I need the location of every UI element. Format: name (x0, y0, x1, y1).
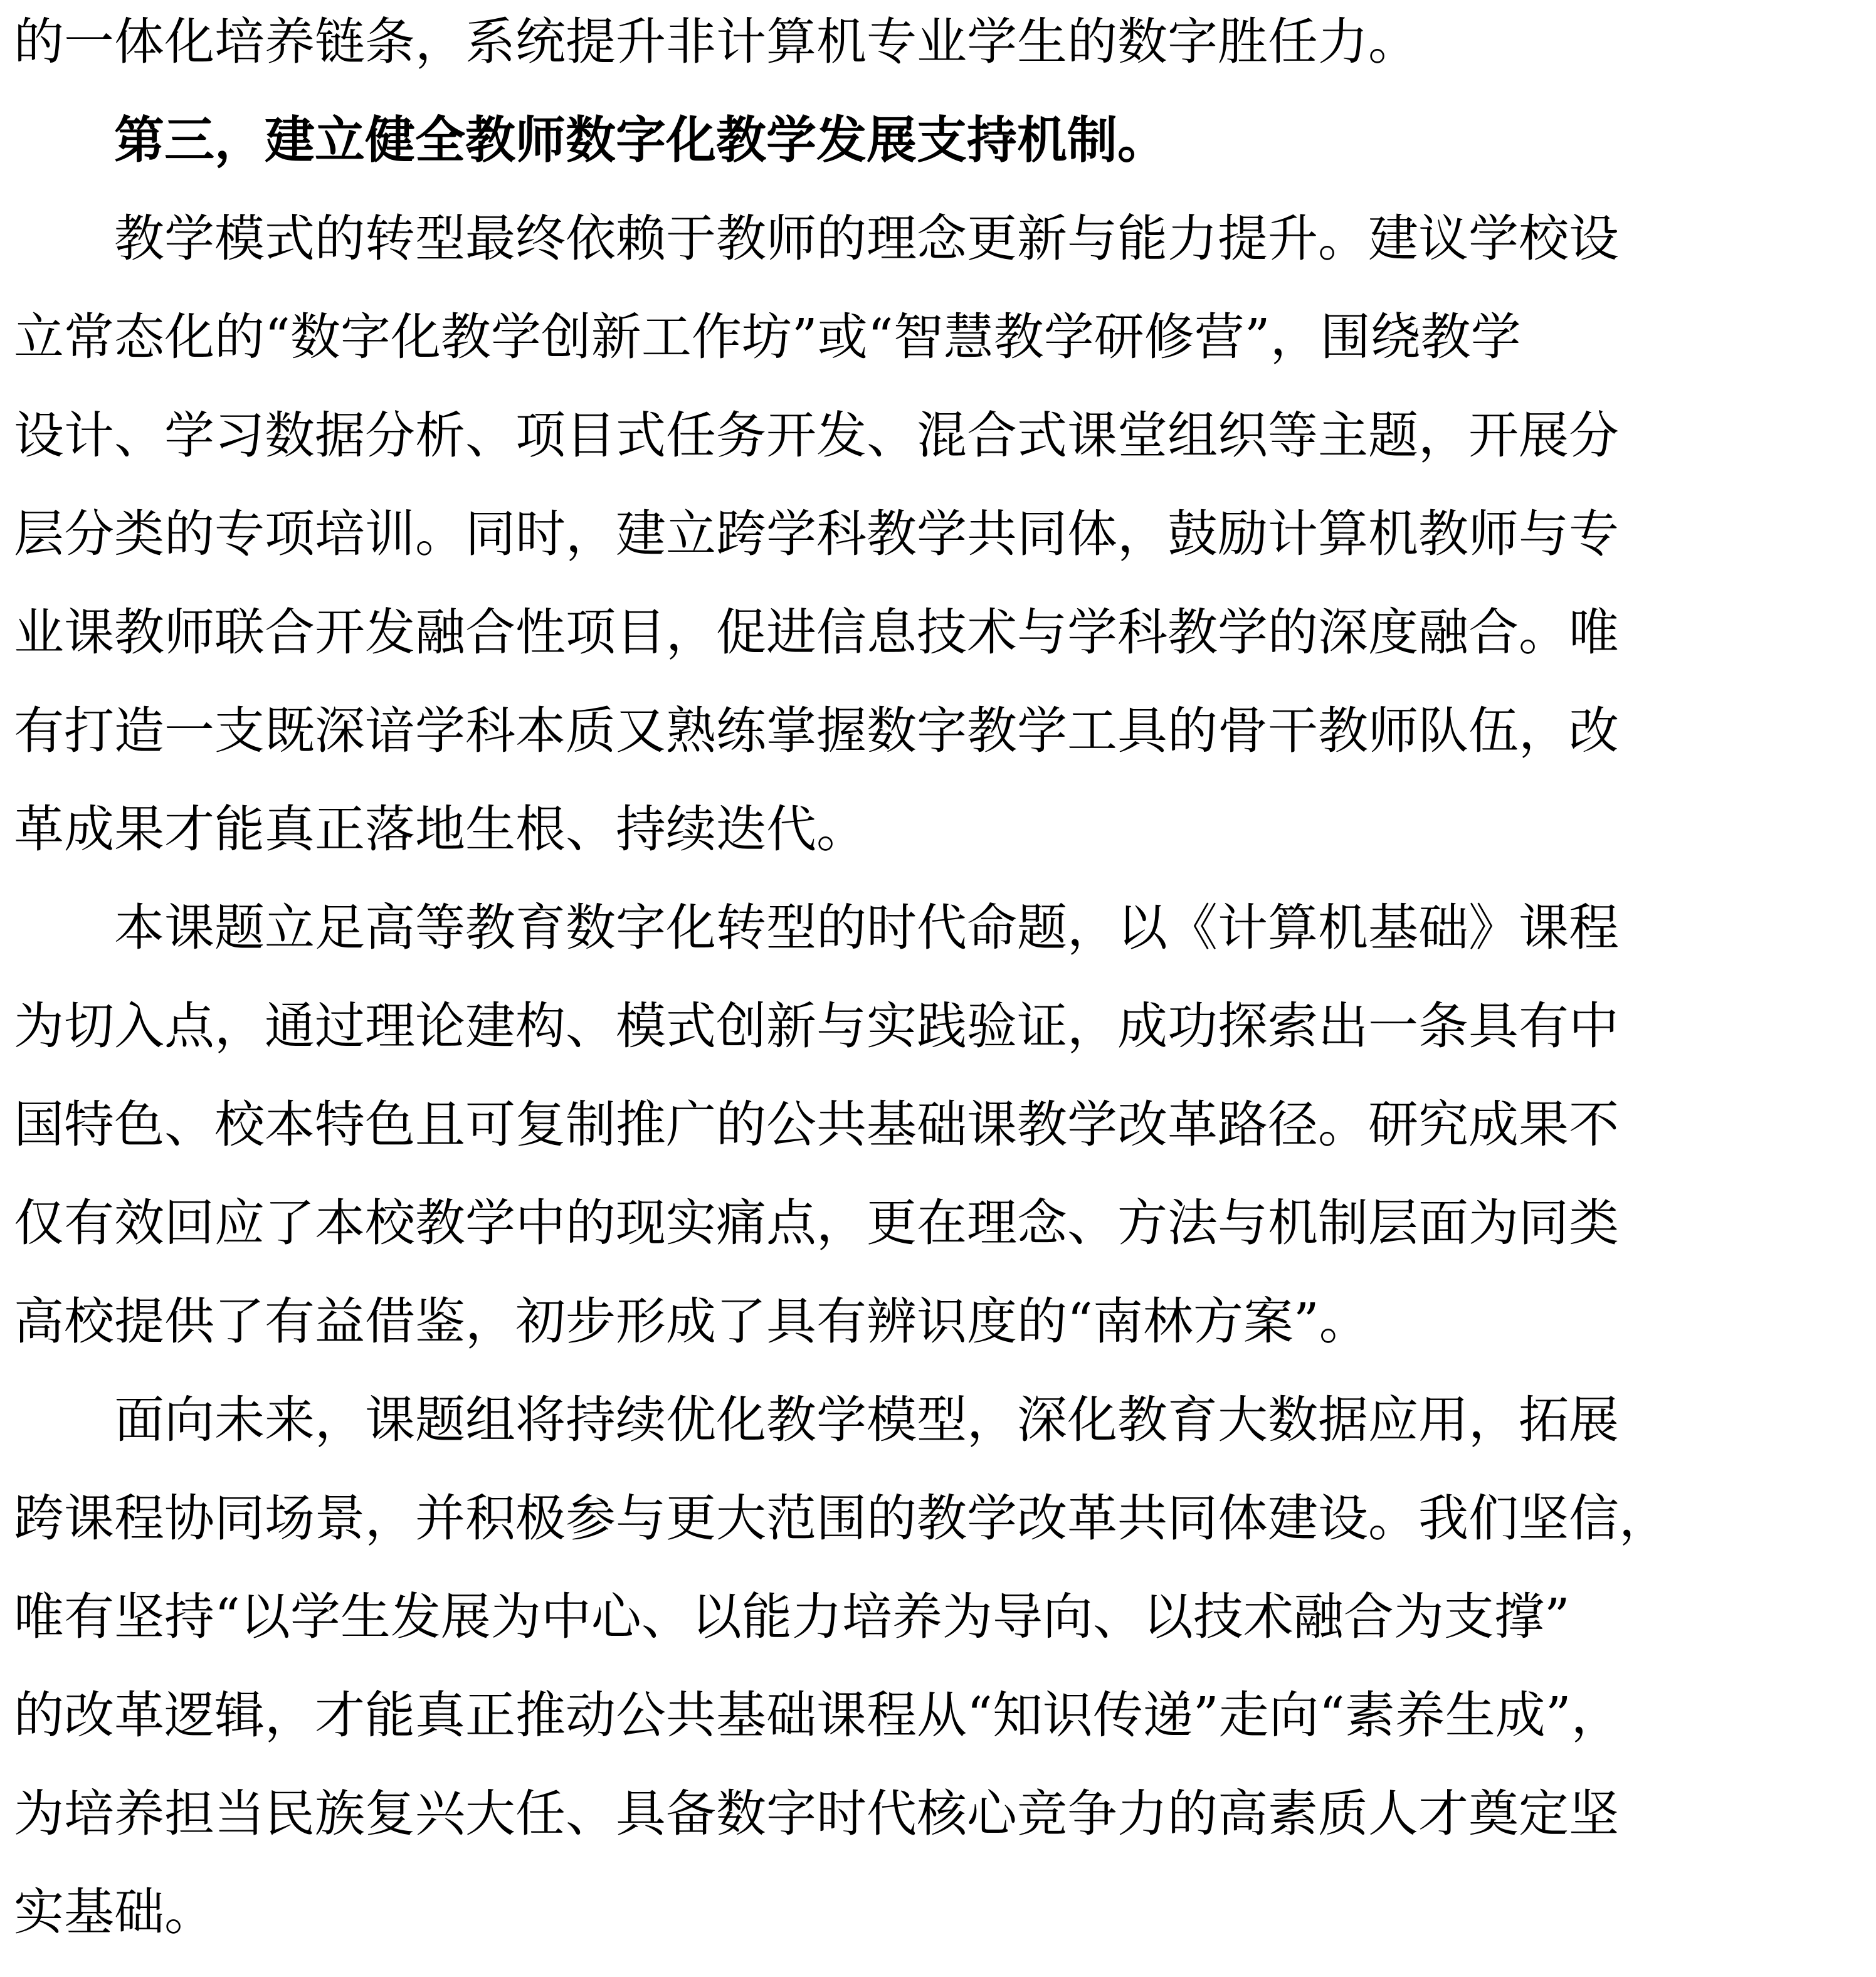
text-line: 的一体化培养链条，系统提升非计算机专业学生的数字胜任力。 (14, 13, 1418, 71)
text-line: 唯有坚持“以学生发展为中心、以能力培养为导向、以技术融合为支撑” (14, 1588, 1570, 1646)
text-line: 的改革逻辑，才能真正推动公共基础课程从“知识传递”走向“素养生成”， (14, 1686, 1621, 1744)
text-line: 设计、学习数据分析、项目式任务开发、混合式课堂组织等主题，开展分 (14, 406, 1619, 465)
text-line: 为培养担当民族复兴大任、具备数字时代核心竞争力的高素质人才奠定坚 (14, 1785, 1619, 1843)
text-line: 面向未来，课题组将持续优化教学模型，深化教育大数据应用，拓展 (14, 1391, 1619, 1449)
text-line: 跨课程协同场景，并积极参与更大范围的教学改革共同体建设。我们坚信， (14, 1489, 1669, 1547)
text-line: 业课教师联合开发融合性项目，促进信息技术与学科教学的深度融合。唯 (14, 603, 1619, 662)
text-line: 国特色、校本特色且可复制推广的公共基础课教学改革路径。研究成果不 (14, 1095, 1619, 1154)
text-line: 为切入点，通过理论建构、模式创新与实践验证，成功探索出一条具有中 (14, 997, 1619, 1055)
text-line: 仅有效回应了本校教学中的现实痛点，更在理念、方法与机制层面为同类 (14, 1194, 1619, 1252)
text-line: 实基础。 (14, 1883, 214, 1941)
text-line: 有打造一支既深谙学科本质又熟练掌握数字教学工具的骨干教师队伍，改 (14, 702, 1619, 760)
text-line: 教学模式的转型最终依赖于教师的理念更新与能力提升。建议学校设 (14, 209, 1619, 268)
text-line: 立常态化的“数字化教学创新工作坊”或“智慧教学研修营”，围绕教学 (14, 308, 1521, 366)
text-line: 层分类的专项培训。同时，建立跨学科教学共同体，鼓励计算机教师与专 (14, 505, 1619, 563)
text-line: 高校提供了有益借鉴，初步形成了具有辨识度的“南林方案”。 (14, 1292, 1369, 1351)
text-line: 革成果才能真正落地生根、持续迭代。 (14, 800, 867, 858)
section-heading: 第三，建立健全教师数字化教学发展支持机制。 (14, 111, 1167, 169)
text-line: 本课题立足高等教育数字化转型的时代命题，以《计算机基础》课程 (14, 899, 1619, 957)
